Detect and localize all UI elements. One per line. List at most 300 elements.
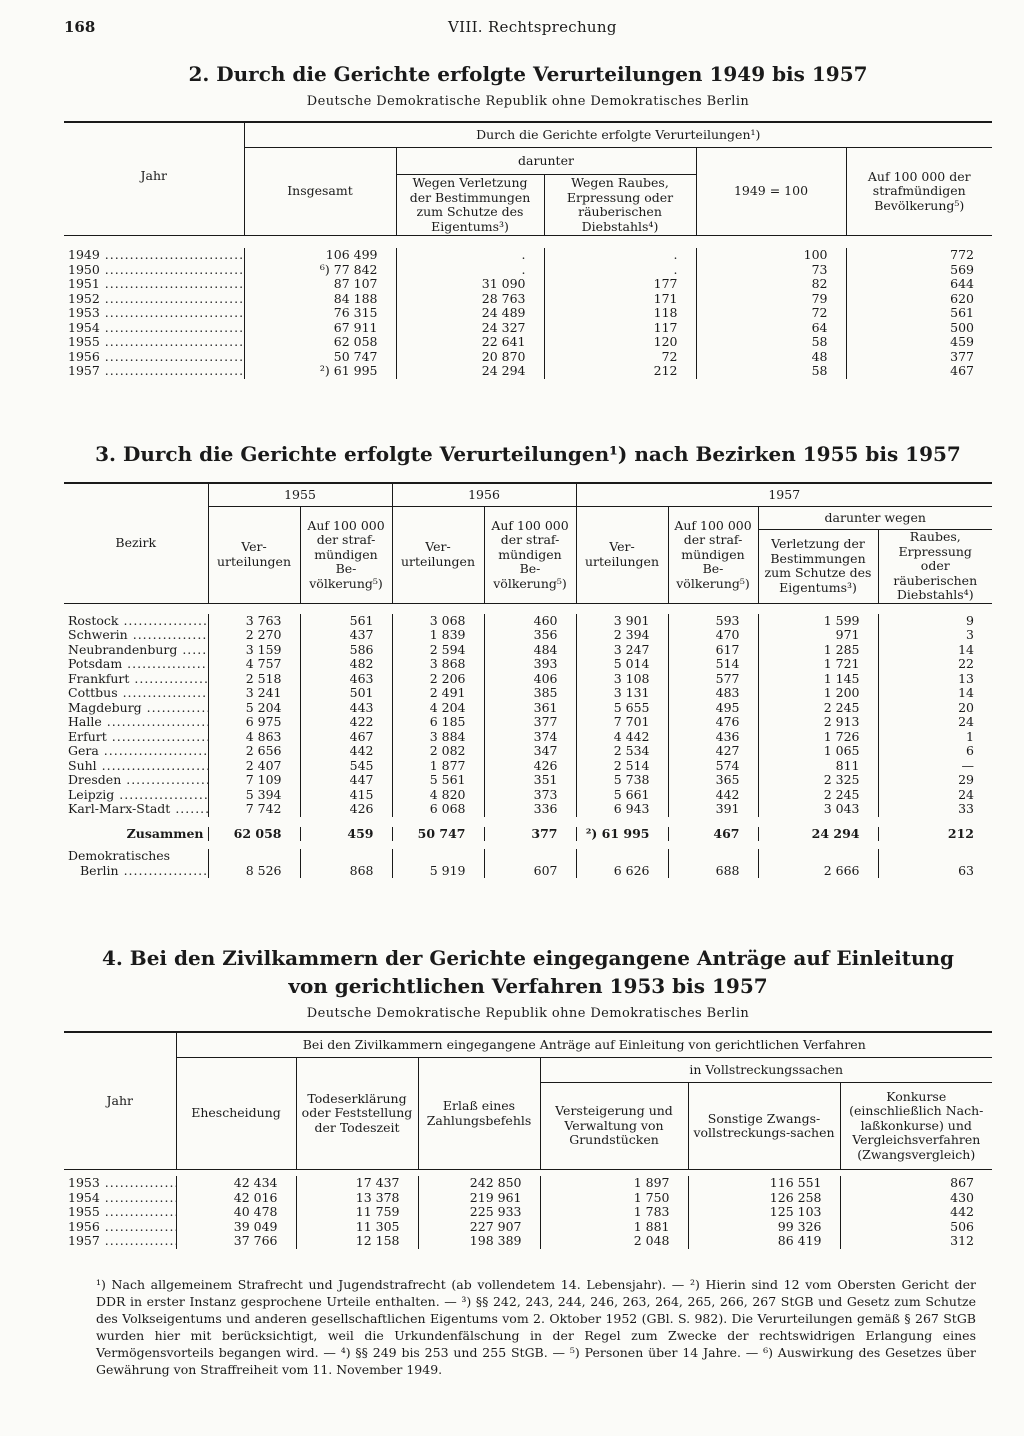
cell-v56: 2 082 xyxy=(392,744,484,759)
cell-v55: 3 241 xyxy=(208,686,300,701)
total-row xyxy=(64,827,992,842)
table-row xyxy=(64,730,992,745)
table3-robbery-header: Raubes, Erpressung oder räuberischen Diebstahls⁴) xyxy=(878,530,992,603)
cell-p55: 443 xyxy=(300,701,392,716)
cell-total: 76 315 xyxy=(244,306,396,321)
chapter-title: VIII. Rechtsprechung xyxy=(448,18,617,36)
row-bezirk-cell xyxy=(64,657,208,672)
cell-bankruptcy: 506 xyxy=(840,1220,992,1235)
cell-p56: 377 xyxy=(484,715,576,730)
cell-bankruptcy: 442 xyxy=(840,1205,992,1220)
row-year-cell xyxy=(64,364,244,379)
cell-prop: 1 285 xyxy=(758,643,878,658)
cell-p56: 361 xyxy=(484,701,576,716)
table-row xyxy=(64,614,992,629)
table-row xyxy=(64,802,992,817)
cell-rob: 14 xyxy=(878,686,992,701)
cell-index: 82 xyxy=(696,277,846,292)
table4-title-line1: 4. Bei den Zivilkammern der Gerichte eingegangene Anträge auf Einleitung xyxy=(101,946,955,970)
table-row xyxy=(64,773,992,788)
cell-divorce: 37 766 xyxy=(176,1234,296,1249)
row-bezirk: Gera ..... xyxy=(68,744,208,758)
cell-payment: 219 961 xyxy=(418,1191,540,1206)
row-bezirk-cell xyxy=(64,715,208,730)
cell-per100k: 644 xyxy=(846,277,992,292)
table-row xyxy=(64,306,992,321)
total-v55: 62 058 xyxy=(208,827,300,842)
row-year-cell xyxy=(64,321,244,336)
cell-index: 73 xyxy=(696,263,846,278)
table4-other-header: Sonstige Zwangs-vollstreckungs-sachen xyxy=(688,1083,840,1170)
total-p56: 377 xyxy=(484,827,576,842)
row-bezirk: Suhl ..... xyxy=(68,759,208,773)
cell-v57: 3 131 xyxy=(576,686,668,701)
cell-p56: 406 xyxy=(484,672,576,687)
cell-rob: 3 xyxy=(878,628,992,643)
table2 xyxy=(64,121,992,379)
row-year: 1957 ..... xyxy=(68,364,244,378)
cell-v56: 3 868 xyxy=(392,657,484,672)
row-year-cell xyxy=(64,335,244,350)
row-year: 1955 ..... xyxy=(68,1205,176,1219)
table-row xyxy=(64,248,992,263)
table-row xyxy=(64,686,992,701)
row-year-cell xyxy=(64,1220,176,1235)
cell-p55: 426 xyxy=(300,802,392,817)
row-year-cell xyxy=(64,306,244,321)
cell-robbery: 171 xyxy=(544,292,696,307)
cell-p57: 495 xyxy=(668,701,758,716)
row-bezirk: Cottbus ..... xyxy=(68,686,208,700)
cell-auction: 1 783 xyxy=(540,1205,688,1220)
cell-p55: 545 xyxy=(300,759,392,774)
cell-p57: 470 xyxy=(668,628,758,643)
cell-p57: 442 xyxy=(668,788,758,803)
berlin-p56: 607 xyxy=(484,864,576,879)
cell-p56: 373 xyxy=(484,788,576,803)
table2-group-header: Durch die Gerichte erfolgte Verurteilungen¹) xyxy=(244,122,992,148)
cell-p57: 577 xyxy=(668,672,758,687)
row-bezirk: Neubrandenburg ..... xyxy=(68,643,208,657)
table-row xyxy=(64,788,992,803)
table2-body xyxy=(64,236,992,379)
table4-bankruptcy-header: Konkurse (einschließlich Nach-laßkonkurse) und Vergleichsverfahren (Zwangsvergleich) xyxy=(840,1083,992,1170)
row-year-cell xyxy=(64,350,244,365)
cell-v55: 2 270 xyxy=(208,628,300,643)
row-year-cell xyxy=(64,1176,176,1191)
row-bezirk: Halle ..... xyxy=(68,715,208,729)
row-bezirk-cell xyxy=(64,701,208,716)
cell-v57: 2 534 xyxy=(576,744,668,759)
cell-payment: 225 933 xyxy=(418,1205,540,1220)
cell-p57: 391 xyxy=(668,802,758,817)
table-row xyxy=(64,701,992,716)
total-v57: ²) 61 995 xyxy=(576,827,668,842)
cell-death: 11 305 xyxy=(296,1220,418,1235)
cell-payment: 198 389 xyxy=(418,1234,540,1249)
cell-property: 24 327 xyxy=(396,321,544,336)
cell-p57: 514 xyxy=(668,657,758,672)
cell-p55: 437 xyxy=(300,628,392,643)
table2-darunter-header: darunter xyxy=(396,148,696,175)
cell-v56: 3 068 xyxy=(392,614,484,629)
cell-rob: 24 xyxy=(878,715,992,730)
cell-p57: 593 xyxy=(668,614,758,629)
berlin-v57: 6 626 xyxy=(576,864,668,879)
row-year-cell xyxy=(64,1191,176,1206)
cell-p56: 374 xyxy=(484,730,576,745)
cell-property: 22 641 xyxy=(396,335,544,350)
row-bezirk: Karl-Marx-Stadt ..... xyxy=(68,802,208,816)
table3-v55-header: Ver-urteilungen xyxy=(208,507,300,603)
row-bezirk: Dresden ..... xyxy=(68,773,208,787)
table3-section xyxy=(64,440,992,878)
row-bezirk-cell xyxy=(64,686,208,701)
row-year: 1957 ..... xyxy=(68,1234,176,1248)
cell-prop: 1 145 xyxy=(758,672,878,687)
table-row xyxy=(64,643,992,658)
table-row xyxy=(64,759,992,774)
cell-p57: 427 xyxy=(668,744,758,759)
row-year: 1956 ..... xyxy=(68,350,244,364)
table-row xyxy=(64,1176,992,1191)
table2-total-header: Insgesamt xyxy=(244,148,396,236)
cell-index: 58 xyxy=(696,335,846,350)
cell-v56: 5 561 xyxy=(392,773,484,788)
cell-property: . xyxy=(396,248,544,263)
row-year-cell xyxy=(64,277,244,292)
cell-total: 106 499 xyxy=(244,248,396,263)
cell-v57: 5 661 xyxy=(576,788,668,803)
cell-prop: 3 043 xyxy=(758,802,878,817)
cell-p55: 482 xyxy=(300,657,392,672)
cell-total: 84 188 xyxy=(244,292,396,307)
cell-total: ²) 61 995 xyxy=(244,364,396,379)
row-bezirk: Frankfurt ..... xyxy=(68,672,208,686)
row-bezirk-cell xyxy=(64,788,208,803)
cell-auction: 1 750 xyxy=(540,1191,688,1206)
cell-v56: 4 204 xyxy=(392,701,484,716)
cell-v56: 2 491 xyxy=(392,686,484,701)
cell-rob: 1 xyxy=(878,730,992,745)
cell-index: 48 xyxy=(696,350,846,365)
table3-bezirk-header: Bezirk xyxy=(115,535,157,550)
berlin-row xyxy=(64,864,992,879)
table4-year-header: Jahr xyxy=(106,1092,133,1108)
cell-prop: 2 245 xyxy=(758,788,878,803)
cell-index: 79 xyxy=(696,292,846,307)
cell-robbery: 118 xyxy=(544,306,696,321)
cell-prop: 1 599 xyxy=(758,614,878,629)
table4-enforcement-header: in Vollstreckungssachen xyxy=(540,1058,992,1083)
cell-p57: 617 xyxy=(668,643,758,658)
table4-body xyxy=(64,1170,992,1249)
table3-p57-header: Auf 100 000 der straf-mündigen Be-völkerung⁵) xyxy=(668,507,758,603)
cell-robbery: . xyxy=(544,248,696,263)
cell-v57: 3 108 xyxy=(576,672,668,687)
cell-property: 24 489 xyxy=(396,306,544,321)
cell-p55: 447 xyxy=(300,773,392,788)
row-year: 1950 ..... xyxy=(68,263,244,277)
row-year-cell xyxy=(64,292,244,307)
row-year: 1951 ..... xyxy=(68,277,244,291)
cell-auction: 2 048 xyxy=(540,1234,688,1249)
cell-p57: 436 xyxy=(668,730,758,745)
table2-per100k-header: Auf 100 000 der strafmündigen Bevölkerung⁵) xyxy=(846,148,992,236)
page-number: 168 xyxy=(64,18,96,36)
berlin-v56: 5 919 xyxy=(392,864,484,879)
cell-v57: 2 394 xyxy=(576,628,668,643)
cell-p56: 336 xyxy=(484,802,576,817)
cell-rob: 9 xyxy=(878,614,992,629)
table4-payment-header: Erlaß eines Zahlungsbefehls xyxy=(418,1058,540,1170)
cell-auction: 1 881 xyxy=(540,1220,688,1235)
table2-index-header: 1949 = 100 xyxy=(696,148,846,236)
page-header xyxy=(64,18,960,42)
table4-group-header: Bei den Zivilkammern eingegangene Anträge auf Einleitung von gerichtlichen Verfahren xyxy=(176,1032,992,1058)
cell-total: 62 058 xyxy=(244,335,396,350)
row-bezirk-cell xyxy=(64,802,208,817)
cell-p56: 351 xyxy=(484,773,576,788)
table3-darunter-header: darunter wegen xyxy=(758,507,992,530)
footnotes: ¹) Nach allgemeinem Strafrecht und Jugendstrafrecht (ab vollendetem 14. Lebensjahr). — ²) Hierin sind 12 vom Obersten Gericht der DDR in erster Instanz gesprochene Urteile enthalten. — ³) §§ 242, 243, 244, 246, 263, 264, 265, 266, 267 StGB und Gesetz zum Schutze des Volkseigentums und anderen gesellschaftlichen Eigentums vom 2. Oktober 1952 (GBl. S. 982). Die Verurteilungen gemäß § 267 StGB wurden hier mit berücksichtigt, weil die Urkundenfälschung in der Regel zum Zwecke der rechtswidrigen Erlangung eines Vermögensvorteils begangen wird. — ⁴) §§ 249 bis 253 und 255 StGB. — ⁵) Personen über 14 Jahre. — ⁶) Auswirkung des Gesetzes über Gewährung von Straffreiheit vom 11. November 1949. xyxy=(96,1277,976,1377)
berlin-label2: Berlin ..... xyxy=(68,864,208,878)
cell-v57: 5 738 xyxy=(576,773,668,788)
cell-prop: 2 245 xyxy=(758,701,878,716)
cell-rob: 22 xyxy=(878,657,992,672)
row-bezirk-cell xyxy=(64,773,208,788)
cell-v55: 7 109 xyxy=(208,773,300,788)
table3-p56-header: Auf 100 000 der straf-mündigen Be-völkerung⁵) xyxy=(484,507,576,603)
cell-death: 12 158 xyxy=(296,1234,418,1249)
table3-1956-header: 1956 xyxy=(392,483,576,507)
cell-p56: 385 xyxy=(484,686,576,701)
cell-prop: 2 325 xyxy=(758,773,878,788)
berlin-rob: 63 xyxy=(878,864,992,879)
cell-v57: 5 655 xyxy=(576,701,668,716)
table-row xyxy=(64,292,992,307)
cell-death: 13 378 xyxy=(296,1191,418,1206)
cell-v57: 2 514 xyxy=(576,759,668,774)
table-row xyxy=(64,364,992,379)
table-row xyxy=(64,335,992,350)
cell-divorce: 39 049 xyxy=(176,1220,296,1235)
cell-v56: 6 068 xyxy=(392,802,484,817)
row-bezirk-cell xyxy=(64,672,208,687)
cell-v55: 7 742 xyxy=(208,802,300,817)
table4-divorce-header: Ehescheidung xyxy=(176,1058,296,1170)
berlin-label2-cell xyxy=(64,864,208,879)
row-year-cell xyxy=(64,1234,176,1249)
cell-v55: 2 518 xyxy=(208,672,300,687)
total-prop: 24 294 xyxy=(758,827,878,842)
row-bezirk-cell xyxy=(64,730,208,745)
total-p57: 467 xyxy=(668,827,758,842)
cell-p57: 483 xyxy=(668,686,758,701)
table4-death-header: Todeserklärung oder Feststellung der Todeszeit xyxy=(296,1058,418,1170)
berlin-v55: 8 526 xyxy=(208,864,300,879)
table-row xyxy=(64,1191,992,1206)
cell-index: 58 xyxy=(696,364,846,379)
row-year-cell xyxy=(64,248,244,263)
cell-v55: 3 763 xyxy=(208,614,300,629)
table3-p55-header: Auf 100 000 der straf-mündigen Be-völkerung⁵) xyxy=(300,507,392,603)
cell-v56: 2 206 xyxy=(392,672,484,687)
table4-subtitle: Deutsche Demokratische Republik ohne Demokratisches Berlin xyxy=(306,1006,750,1021)
cell-v57: 3 247 xyxy=(576,643,668,658)
cell-p55: 463 xyxy=(300,672,392,687)
cell-rob: 6 xyxy=(878,744,992,759)
cell-property: 20 870 xyxy=(396,350,544,365)
table-row xyxy=(64,628,992,643)
cell-robbery: 120 xyxy=(544,335,696,350)
cell-p57: 574 xyxy=(668,759,758,774)
berlin-label1: Demokratisches xyxy=(68,848,171,863)
cell-v56: 3 884 xyxy=(392,730,484,745)
cell-payment: 227 907 xyxy=(418,1220,540,1235)
table-row xyxy=(64,321,992,336)
table4-auction-header: Versteigerung und Verwaltung von Grundstücken xyxy=(540,1083,688,1170)
cell-prop: 811 xyxy=(758,759,878,774)
cell-v57: 7 701 xyxy=(576,715,668,730)
cell-v56: 4 820 xyxy=(392,788,484,803)
table4-title-line2: von gerichtlichen Verfahren 1953 bis 1957 xyxy=(288,974,768,998)
cell-other: 99 326 xyxy=(688,1220,840,1235)
row-bezirk: Potsdam ..... xyxy=(68,657,208,671)
cell-rob: 33 xyxy=(878,802,992,817)
berlin-row-label xyxy=(64,849,992,864)
cell-robbery: . xyxy=(544,263,696,278)
berlin-p57: 688 xyxy=(668,864,758,879)
row-year: 1953 ..... xyxy=(68,1176,176,1190)
cell-death: 11 759 xyxy=(296,1205,418,1220)
table4-section xyxy=(64,944,992,1249)
cell-rob: 14 xyxy=(878,643,992,658)
table3 xyxy=(64,482,992,878)
total-rob: 212 xyxy=(878,827,992,842)
cell-prop: 1 200 xyxy=(758,686,878,701)
cell-divorce: 42 016 xyxy=(176,1191,296,1206)
cell-rob: 24 xyxy=(878,788,992,803)
cell-p57: 476 xyxy=(668,715,758,730)
cell-p56: 356 xyxy=(484,628,576,643)
cell-divorce: 42 434 xyxy=(176,1176,296,1191)
cell-p55: 415 xyxy=(300,788,392,803)
table3-1957-header: 1957 xyxy=(576,483,992,507)
table3-property-header: Verletzung der Bestimmungen zum Schutze des Eigentums³) xyxy=(758,530,878,603)
cell-p55: 586 xyxy=(300,643,392,658)
row-year: 1954 ..... xyxy=(68,1191,176,1205)
table3-title: 3. Durch die Gerichte erfolgte Verurteilungen¹) nach Bezirken 1955 bis 1957 xyxy=(95,442,961,466)
cell-v56: 2 594 xyxy=(392,643,484,658)
cell-v55: 4 863 xyxy=(208,730,300,745)
cell-p56: 393 xyxy=(484,657,576,672)
table2-year-header: Jahr xyxy=(140,168,167,183)
table2-section xyxy=(64,60,992,379)
table3-1955-header: 1955 xyxy=(208,483,392,507)
cell-total: 67 911 xyxy=(244,321,396,336)
cell-per100k: 620 xyxy=(846,292,992,307)
cell-rob: — xyxy=(878,759,992,774)
table3-body xyxy=(64,603,992,878)
row-bezirk-cell xyxy=(64,744,208,759)
cell-rob: 29 xyxy=(878,773,992,788)
cell-p55: 422 xyxy=(300,715,392,730)
cell-v55: 3 159 xyxy=(208,643,300,658)
table-row xyxy=(64,277,992,292)
berlin-p55: 868 xyxy=(300,864,392,879)
cell-v55: 6 975 xyxy=(208,715,300,730)
cell-property: 28 763 xyxy=(396,292,544,307)
total-p55: 459 xyxy=(300,827,392,842)
berlin-prop: 2 666 xyxy=(758,864,878,879)
cell-v56: 1 877 xyxy=(392,759,484,774)
row-year: 1952 ..... xyxy=(68,292,244,306)
cell-property: . xyxy=(396,263,544,278)
cell-p56: 460 xyxy=(484,614,576,629)
cell-other: 116 551 xyxy=(688,1176,840,1191)
table-row xyxy=(64,657,992,672)
cell-v56: 6 185 xyxy=(392,715,484,730)
table2-property-header: Wegen Verletzung der Bestimmungen zum Schutze des Eigentums³) xyxy=(396,175,544,236)
table-row xyxy=(64,1205,992,1220)
cell-index: 100 xyxy=(696,248,846,263)
total-v56: 50 747 xyxy=(392,827,484,842)
cell-index: 72 xyxy=(696,306,846,321)
table-row xyxy=(64,715,992,730)
table-row xyxy=(64,1220,992,1235)
row-bezirk-cell xyxy=(64,643,208,658)
cell-property: 24 294 xyxy=(396,364,544,379)
row-bezirk: Rostock ..... xyxy=(68,614,208,628)
cell-robbery: 212 xyxy=(544,364,696,379)
table-row xyxy=(64,350,992,365)
cell-bankruptcy: 312 xyxy=(840,1234,992,1249)
row-year: 1955 ..... xyxy=(68,335,244,349)
row-year-cell xyxy=(64,1205,176,1220)
cell-robbery: 72 xyxy=(544,350,696,365)
cell-rob: 13 xyxy=(878,672,992,687)
row-bezirk-cell xyxy=(64,759,208,774)
cell-v57: 4 442 xyxy=(576,730,668,745)
table3-v56-header: Ver-urteilungen xyxy=(392,507,484,603)
cell-property: 31 090 xyxy=(396,277,544,292)
cell-prop: 1 726 xyxy=(758,730,878,745)
cell-v55: 5 204 xyxy=(208,701,300,716)
row-year: 1954 ..... xyxy=(68,321,244,335)
cell-per100k: 569 xyxy=(846,263,992,278)
cell-total: 87 107 xyxy=(244,277,396,292)
cell-v55: 5 394 xyxy=(208,788,300,803)
table-row xyxy=(64,672,992,687)
cell-total: ⁶) 77 842 xyxy=(244,263,396,278)
cell-v55: 4 757 xyxy=(208,657,300,672)
cell-p56: 484 xyxy=(484,643,576,658)
table2-title: 2. Durch die Gerichte erfolgte Verurteilungen 1949 bis 1957 xyxy=(188,62,868,86)
table-row xyxy=(64,263,992,278)
cell-p56: 347 xyxy=(484,744,576,759)
cell-v57: 6 943 xyxy=(576,802,668,817)
row-year: 1949 ..... xyxy=(68,248,244,262)
table3-v57-header: Ver-urteilungen xyxy=(576,507,668,603)
table4 xyxy=(64,1031,992,1249)
cell-v57: 5 014 xyxy=(576,657,668,672)
cell-prop: 1 721 xyxy=(758,657,878,672)
row-year: 1953 ..... xyxy=(68,306,244,320)
row-bezirk: Erfurt ..... xyxy=(68,730,208,744)
row-bezirk: Magdeburg ..... xyxy=(68,701,208,715)
cell-per100k: 772 xyxy=(846,248,992,263)
